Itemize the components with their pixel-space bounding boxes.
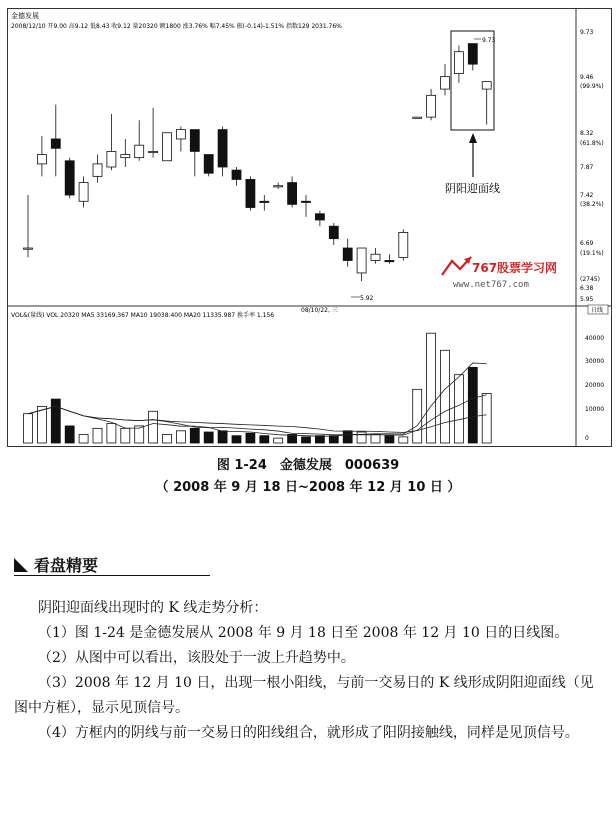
- volume-tick-label: 30000: [585, 358, 605, 365]
- volume-bar: [315, 436, 324, 443]
- volume-axis: [585, 335, 604, 442]
- high-price-label: 9.73: [482, 37, 496, 44]
- volume-bar: [482, 393, 491, 443]
- candle-body: [232, 170, 241, 179]
- candle-body: [343, 248, 352, 260]
- candle-body: [37, 155, 46, 164]
- volume-bar: [79, 434, 88, 443]
- price-tick-label: 9.46: [580, 74, 594, 81]
- volume-bar: [176, 431, 185, 443]
- candle: [385, 254, 394, 263]
- candle-body: [357, 248, 366, 273]
- intro-line: 阴阳迎面线出现时的 K 线走势分析：: [38, 600, 268, 616]
- candle: [260, 195, 269, 211]
- candle: [93, 155, 102, 183]
- analysis-point-4: （4）方框内的阴线与前一交易日的阳线组合，就形成了阳阴接触线，同样是见顶信号。: [38, 725, 579, 741]
- candle-body: [135, 145, 144, 157]
- candle: [218, 126, 227, 176]
- candle: [454, 45, 463, 82]
- candle: [427, 89, 436, 120]
- candle: [135, 120, 144, 161]
- price-tick-label: (99.9%): [580, 83, 604, 90]
- candle: [357, 248, 366, 281]
- low-price-label: 5.92: [360, 295, 374, 302]
- volume-bar: [357, 432, 366, 443]
- watermark-brand: 767股票学习网: [472, 261, 558, 275]
- candle: [329, 223, 338, 245]
- volume-tick-label: 20000: [585, 382, 605, 389]
- candle: [107, 114, 116, 170]
- volume-bar: [163, 434, 172, 443]
- candle: [315, 211, 324, 227]
- candle-body: [79, 183, 88, 202]
- candle-body: [107, 151, 116, 167]
- candle: [413, 117, 422, 118]
- candle: [65, 158, 74, 199]
- candle: [24, 195, 33, 257]
- analysis-point-1: （1）图 1-24 是金德发展从 2008 年 9 月 18 日至 2008 年 12 月 10 日的日线图。: [38, 625, 569, 641]
- candle: [441, 64, 450, 95]
- candle: [121, 139, 130, 167]
- section-heading: [14, 553, 98, 576]
- section-underline: [14, 575, 210, 576]
- candle-body: [482, 82, 491, 89]
- volume-bar: [51, 399, 60, 443]
- candle-body: [24, 248, 33, 249]
- volume-bar: [329, 436, 338, 443]
- volume-bar: [343, 431, 352, 443]
- candle-body: [288, 183, 297, 205]
- candle-body: [399, 232, 408, 257]
- price-tick-label: 9.73: [580, 29, 594, 36]
- candle: [399, 229, 408, 260]
- volume-bar: [121, 428, 130, 443]
- analysis-point-2: （2）从图中可以看出，该股处于一波上升趋势中。: [38, 650, 355, 666]
- candle-body: [385, 260, 394, 261]
- candle-body: [260, 201, 269, 202]
- price-tick-label: (19.1%): [580, 250, 604, 257]
- price-tick-label: 6.69: [580, 240, 594, 247]
- volume-bar: [385, 436, 394, 443]
- candlestick-chart: [8, 9, 611, 446]
- chart-quote-line: 2008/12/10 开9.00 高9.12 低8.43 收9.12 量20320 额1800 涨3.76% 幅7.45% 振(-0.14)-1.51% 指数129 2031.76%: [11, 23, 342, 30]
- price-tick-label: 7.42: [580, 192, 594, 199]
- volume-tick-label: 0: [585, 435, 589, 442]
- volume-bar: [93, 428, 102, 443]
- volume-bar: [149, 411, 158, 443]
- watermark-url: www.net767.com: [453, 280, 529, 290]
- chart-title: 金德发展: [11, 12, 39, 20]
- candle-body: [274, 186, 283, 187]
- triangle-bullet-icon: [14, 558, 28, 572]
- price-tick-label: 6.38: [580, 285, 594, 292]
- candle: [190, 130, 199, 177]
- figure-caption: 图 1-24 金德发展 000639: [216, 458, 400, 473]
- candle-body: [413, 117, 422, 118]
- candle-body: [218, 130, 227, 167]
- candle-body: [149, 151, 158, 152]
- candle-body: [371, 254, 380, 260]
- volume-bar: [107, 423, 116, 443]
- candle-body: [302, 201, 311, 202]
- candle: [149, 108, 158, 158]
- candle: [371, 248, 380, 264]
- candle: [343, 239, 352, 267]
- candle: [37, 136, 46, 177]
- candle: [302, 195, 311, 217]
- volume-tick-label: 40000: [585, 335, 605, 342]
- candle-body: [163, 133, 172, 161]
- candle-body: [190, 130, 199, 152]
- volume-bar: [260, 436, 269, 443]
- candle: [468, 44, 477, 71]
- candle-body: [176, 130, 185, 139]
- candle: [51, 105, 60, 177]
- section-heading-text: 看盘精要: [34, 556, 99, 575]
- price-tick-label: 8.32: [580, 130, 594, 137]
- volume-bar: [454, 375, 463, 443]
- candle-body: [246, 179, 255, 207]
- candle: [482, 82, 491, 125]
- candle-body: [441, 77, 450, 89]
- volume-bar: [468, 367, 477, 443]
- price-tick-label: (38.2%): [580, 201, 604, 208]
- price-tick-label: (2745): [580, 276, 600, 283]
- analysis-point-3: （3）2008 年 12 月 10 日，出现一根小阳线，与前一交易日的 K 线形成阴阳迎面线（见图中方框），显示见顶信号。: [14, 675, 594, 716]
- candle-body: [65, 161, 74, 195]
- candle-body: [454, 52, 463, 74]
- volume-bar: [190, 428, 199, 443]
- candle-body: [51, 139, 60, 148]
- volume-bar: [413, 389, 422, 443]
- volume-bar: [218, 431, 227, 443]
- candle: [163, 133, 172, 161]
- date-marker: 08/10/22, 三: [301, 307, 338, 314]
- candle: [246, 176, 255, 210]
- volume-bar: [24, 414, 33, 443]
- candle-body: [204, 155, 213, 174]
- candle: [288, 176, 297, 207]
- candle-body: [315, 214, 324, 220]
- candle-body: [468, 44, 477, 65]
- candle-body: [329, 226, 338, 238]
- volume-bar: [274, 438, 283, 443]
- watermark-logo: [442, 257, 557, 290]
- volume-bar: [441, 350, 450, 443]
- candle-body: [121, 155, 130, 158]
- candle: [204, 155, 213, 177]
- price-tick-label: 5.95: [580, 296, 594, 303]
- annotation-label: 阴阳迎面线: [445, 182, 500, 195]
- volume-bar: [371, 434, 380, 443]
- price-tick-label: 7.87: [580, 164, 594, 171]
- candle: [176, 126, 185, 151]
- candle: [79, 176, 88, 207]
- volume-bar: [65, 426, 74, 443]
- volume-bar: [232, 436, 241, 443]
- volume-tick-label: 10000: [585, 406, 605, 413]
- candle: [232, 167, 241, 186]
- price-axis: [580, 29, 604, 303]
- candle-body: [427, 95, 436, 117]
- volume-bar: [204, 432, 213, 443]
- arrow-head-icon: [469, 133, 477, 143]
- candles: [24, 44, 492, 281]
- stock-chart: [7, 8, 612, 447]
- figure-date-range: （ 2008 年 9 月 18 日~2008 年 12 月 10 日 ）: [155, 480, 461, 495]
- analysis-points: [14, 621, 606, 746]
- volume-bars: [24, 333, 492, 443]
- volume-bar: [399, 437, 408, 443]
- period-label: 日线: [591, 307, 604, 314]
- volume-bar: [246, 433, 255, 443]
- volume-bar: [302, 437, 311, 443]
- candle-body: [93, 164, 102, 176]
- candle: [274, 183, 283, 189]
- volume-bar: [37, 406, 46, 443]
- volume-header: VOL&(量线) VOL 20320 MA5 33169.367 MA10 19038.400 MA20 11335.987 换手率 1.156: [11, 312, 275, 319]
- price-tick-label: (61.8%): [580, 140, 604, 147]
